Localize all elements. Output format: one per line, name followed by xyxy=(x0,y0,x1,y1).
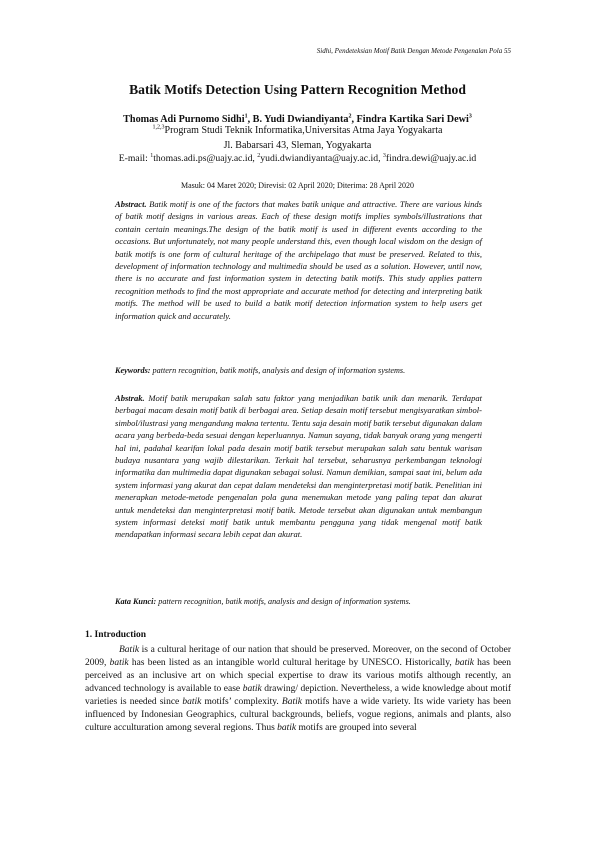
email-prefix: E-mail: xyxy=(118,153,151,164)
affiliation-address: Jl. Babarsari 43, Sleman, Yogyakarta xyxy=(223,140,372,151)
author-index: 3 xyxy=(468,113,472,120)
author-list xyxy=(0,114,595,125)
abstract-english xyxy=(115,198,482,322)
text-run: motifs have a wide variety. Its wide variety has been influenced by Indonesian Geographics, cultural backgrounds, beliefs, vogue regions, animals and plants, also culture acculturation among several regions. Thus xyxy=(85,697,511,733)
text-run: batik xyxy=(109,658,129,668)
affiliation-index: 1,2,3 xyxy=(152,124,165,131)
text-run: Batik xyxy=(281,697,302,707)
email-link[interactable]: thomas.adi.ps@uajy.ac.id, xyxy=(153,153,258,164)
email-index: 3 xyxy=(382,152,386,159)
text-run: batik xyxy=(242,684,262,694)
kata-kunci-label: Kata Kunci: xyxy=(115,597,157,606)
abstract-indonesian xyxy=(115,392,482,541)
text-run: is a cultural heritage of our nation that should be preserved. Moreover, on the second of October 2009, xyxy=(85,645,511,668)
paper-title: Batik Motifs Detection Using Pattern Recognition Method xyxy=(129,82,466,97)
submission-dates: Masuk: 04 Maret 2020; Direvisi: 02 April 2020; Diterima: 28 April 2020 xyxy=(180,181,415,190)
text-run: motifs’ complexity. xyxy=(201,697,282,707)
keywords-text: pattern recognition, batik motifs, analysis and design of information systems. xyxy=(150,366,406,375)
author-emails xyxy=(0,153,595,164)
abstract-text: Batik motif is one of the factors that makes batik unique and attractive. There are various kinds of batik motif designs in various areas. Each of these design motifs implies symbols/illustrations that contain certain meanings.The design of the batik motif is used in different events according to the occasions. But unfortunately, not many people understand this, even though local wisdom on the design of batik motifs is one form of cultural heritage of the archipelago that must be preserved. Related to this, development of information technology and multimedia should be used as a solution. However, until now, there is no accurate and fast information system in detecting batik motifs. This study applies pattern recognition methods to find the most appropriate and accurate method for detecting and interpreting batik motifs. The method will be used to build a batik motif detection information system to help users get information quick and accurately. xyxy=(115,199,482,321)
keywords-english xyxy=(115,365,482,377)
affiliation-text: Program Studi Teknik Informatika,Universitas Atma Jaya Yogyakarta xyxy=(164,125,443,136)
text-run: Batik xyxy=(119,645,140,655)
running-head: Sidhi, Pendeteksian Motif Batik Dengan Metode Pengenalan Pola 55 xyxy=(316,47,511,55)
author-name: , Findra Kartika Sari Dewi xyxy=(351,114,469,125)
keywords-indonesian xyxy=(115,596,482,608)
text-run: has been perceived as an inclusive art on which special expertise to draw its various motifs although recently, an advanced technology is available to ease xyxy=(85,658,511,694)
text-run: has been listed as an intangible world cultural heritage by UNESCO. Historically, xyxy=(128,658,455,668)
kata-kunci-text: pattern recognition, batik motifs, analysis and design of information systems. xyxy=(156,597,411,606)
keywords-label: Keywords: xyxy=(115,366,151,375)
text-run: motifs are grouped into several xyxy=(296,723,417,733)
affiliation-institution xyxy=(0,125,595,136)
email-index: 2 xyxy=(257,152,261,159)
abstrak-label: Abstrak. xyxy=(115,393,145,403)
text-run: batik xyxy=(454,658,474,668)
introduction-paragraph xyxy=(85,644,511,735)
email-link[interactable]: findra.dewi@uajy.ac.id xyxy=(385,153,477,164)
author-name: Thomas Adi Purnomo Sidhi xyxy=(123,114,245,125)
email-link[interactable]: yudi.dwiandiyanta@uajy.ac.id, xyxy=(260,153,383,164)
abstract-label: Abstract. xyxy=(115,199,147,209)
text-run: batik xyxy=(182,697,202,707)
section-heading-introduction: 1. Introduction xyxy=(85,630,147,640)
text-run: batik xyxy=(277,723,297,733)
author-index: 2 xyxy=(348,113,352,120)
author-index: 1 xyxy=(244,113,248,120)
email-index: 1 xyxy=(150,152,154,159)
abstrak-text: Motif batik merupakan salah satu faktor yang menjadikan batik unik dan menarik. Terdapat berbagai macam desain motif batik di berbagai area. Setiap desain motif tersebut mengisyaratkan simbol-simbol/ilustrasi yang mengandung makna tertentu. Tentu saja desain motif batik tersebut digunakan dalam acara yang berbeda-beda sesuai dengan keperluannya. Namun sayang, tidak banyak orang yang mengerti hal ini, padahal kearifan lokal pada desain motif batik tersebut merupakan salah satu bentuk warisan budaya nusantara yang wajib dilestarikan. Terkait hal tersebut, seharusnya perkembangan teknologi informatika dan multimedia dapat digunakan sebagai solusi. Namun demikian, sampai saat ini, belum ada system informasi yang akurat dan cepat dalam mendeteksi dan menginterpretasi motif batik. Penelitian ini menerapkan metode-metode pengenalan pola guna menemukan metode yang paling tepat dan akurat untuk mendeteksi dan menginterpretasi motif batik. Metode tersebut akan digunakan untuk membangun system informasi deteksi motif batik untuk membantu pengguna yang tidak mengenal motif batik mendapatkan informasi secara lebih cepat dan akurat. xyxy=(115,393,482,540)
author-name: , B. Yudi Dwiandiyanta xyxy=(247,114,349,125)
text-run: drawing/ depiction. Nevertheless, a wide knowledge about motif varieties is needed since xyxy=(85,684,511,707)
